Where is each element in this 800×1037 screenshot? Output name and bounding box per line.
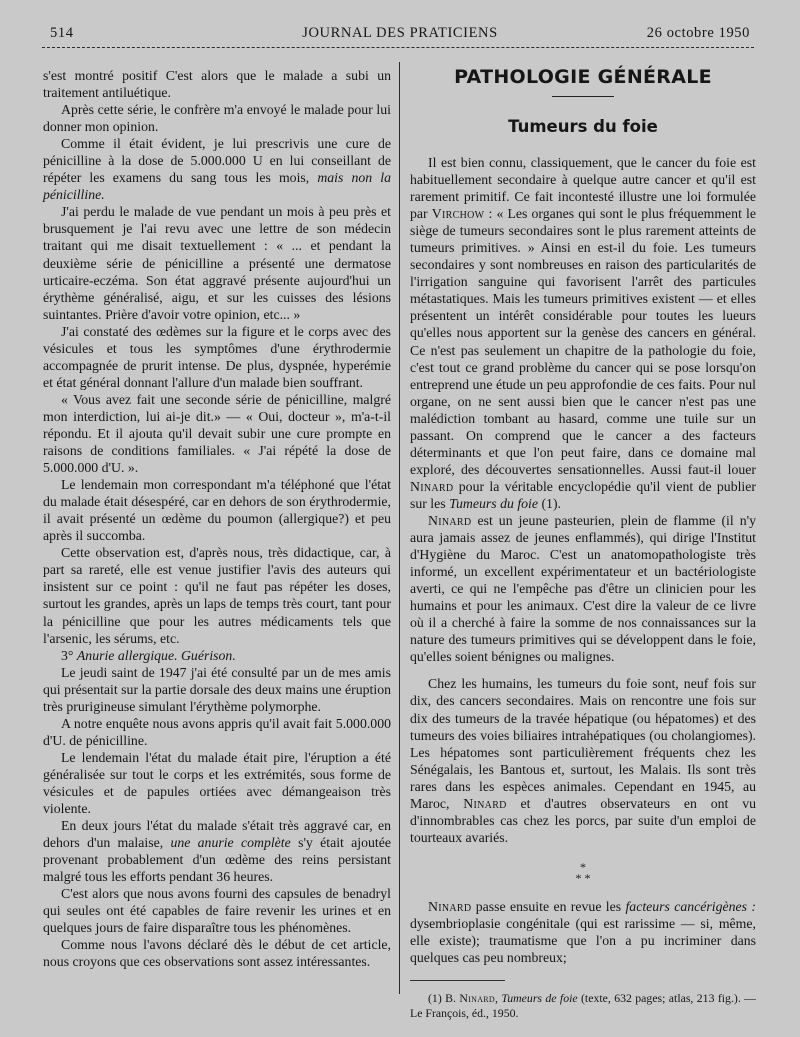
paragraph: J'ai perdu le malade de vue pendant un mois à peu près et brusquement je l'ai revu avec une lettre de son médecin traitant qui me disait textuellement : « ... et pendant la deuxième série de pénicilline a présenté une dermatose urticaire-eczéma. Son état aggravé présente aujourd'hui un érythème généralisé, aigu, et sur les cuisses des lésions suintantes. Prière d'avoir votre opinion, etc... » (43, 204, 391, 322)
column-divider (399, 62, 400, 994)
paragraph (410, 512, 756, 665)
paragraph (410, 675, 756, 845)
paragraph: J'ai constaté des œdèmes sur la figure et le corps avec des vésicules et tous les symptômes d'une érythrodermie accompagnée de prurit intense. De plus, dyspnée, hyperémie et état général donnant l'allure d'un malade bien souffrant. (43, 323, 391, 390)
text-run: : « Les organes qui sont le plus fréquemment le siège de tumeurs secondaires sont le plus rarement atteints de tumeurs primitives. » Ainsi en est-il du foie. Les tumeurs secondaires y sont nombreuses en raison des particularités de l'irrigation sanguine qui favorisent l'arrêt des particules métastatiques. Mais les tumeurs primitives existent — et elles présentent un intérêt considérable pour toutes les lueurs qu'elles nous apportent sur la genèse des cancers en général. Ce n'est pas seulement un chapitre de la pathologie du foie, c'est tout ce grand problème du cancer qui se pose lorsqu'on entreprend une étude un peu approfondie de ces faits. Pour nul organe, on ne sent aussi bien que le cancer n'est pas une malédiction tombant au hasard, comme une tuile sur un passant. On comprend que le cancer a des facteurs déterminants et que l'on peut faire, dans ce domaine mal exploré, des découvertes sensationnelles. Aussi faut-il louer (410, 206, 756, 477)
author-name: Ninard (428, 512, 472, 528)
book-title: Tumeurs de foie (501, 991, 578, 1006)
paragraph: Comme nous l'avons déclaré dès le début de cet article, nous croyons que ces observations sont assez intéressantes. (43, 937, 391, 970)
author-name: Ninard (410, 478, 454, 494)
paragraph: A notre enquête nous avons appris qu'il avait fait 5.000.000 d'U. de pénicilline. (43, 715, 391, 748)
author-name: Ninard (463, 795, 507, 811)
page-header (50, 25, 750, 47)
text-run: est un jeune pasteurien, plein de flamme (il n'y aura jamais assez de jeunes enflammés), qui dirige l'Institut d'Hygiène du Maroc. C'est un anatomopathologiste très informé, un excellent expérimentateur et un bactériologiste averti, ce qui ne l'empêche pas d'être un clinicien pour les humains et pour les animaux. C'est dire la valeur de ce livre où il a cherché à faire la somme de nos connaissances sur la nature des tumeurs primitives qui se développent dans le foie, qu'elles soient bénignes ou malignes. (410, 512, 756, 665)
page-number: 514 (50, 25, 74, 41)
asterisk-bottom: * * (575, 870, 591, 885)
emphasis-text: facteurs cancérigènes : (625, 898, 756, 914)
text-run: , (495, 991, 502, 1006)
footnote-divider (410, 980, 505, 981)
paragraph: Cette observation est, d'après nous, très didactique, car, à part sa rareté, elle est venue justifier l'avis des auteurs qui insistent sur ce point : qu'il ne faut pas répéter les doses, surtout les grandes, après un laps de temps très court, tant pour la pénicilline que pour les autres médicaments tels que l'arsenic, les sérums, etc. (43, 545, 391, 646)
paragraph (410, 154, 756, 512)
text-run: Chez les humains, les tumeurs du foie sont, neuf fois sur dix, des cancers secondaires. Mais on rencontre une fois sur dix des tumeurs de la travée hépatique (ou hépatomes) et des tumeurs des voies biliaires intrahépatiques (ou cholangiomes). Les hépatomes sont particulièrement fréquents chez les Sénégalais, les Bantous et, surtout, les Malais. Ils sont très rares dans les espèces animales. Cependant en 1945, au Maroc, (410, 676, 756, 811)
paragraph: Le jeudi saint de 1947 j'ai été consulté par un de mes amis qui présentait sur la partie dorsale des deux mains une éruption très prurigineuse simulant l'érythème polymorphe. (43, 664, 391, 714)
subsection-number: 3° (61, 647, 77, 663)
text-run: Comme il était évident, je lui prescrivis une cure de pénicilline à la dose de 5.000.000 U en lui conseillant de répéter les examens du sang tous les mois, (43, 136, 391, 186)
author-name: Ninard (428, 898, 472, 914)
text-run: et d'autres observateurs en ont vu d'innombrables cas chez les porcs, par suite d'un emploi de tourteaux avariés. (410, 795, 756, 845)
emphasis-text: une anurie complète (170, 835, 291, 851)
text-run: s'y était ajoutée provenant probablement d'un œdème des reins persistant malgré tous les efforts pendant 36 heures. (43, 835, 392, 885)
paragraph: C'est alors que nous avons fourni des capsules de benadryl qui seules ont été capables de faire revenir les urines et en quelques jours de faire disparaître tous les phénomènes. (43, 886, 391, 936)
paragraph (43, 135, 391, 203)
article-title: Tumeurs du foie (508, 117, 658, 136)
text-run: pour la véritable encyclopédie qu'il vient de publier sur les (410, 478, 756, 511)
issue-date: 26 octobre 1950 (646, 25, 750, 41)
footnote (410, 991, 756, 1020)
text-run: passe ensuite en revue les (471, 898, 626, 914)
paragraph: Le lendemain mon correspondant m'a téléphoné que l'état du malade était désespéré, car en dehors de son érythrodermie, il avait présenté un œdème du poumon (allergique?) et peu après il succomba. (43, 477, 391, 544)
text-run: dysembrioplasie congénitale (qui est rarissime — si, même, elle existe); traumatisme que l'on a pu incriminer dans quelques cas peu nombreux; (410, 915, 756, 966)
paragraph: Après cette série, le confrère m'a envoyé le malade pour lui donner mon opinion. (43, 102, 391, 135)
section-title: PATHOLOGIE GÉNÉRALE (454, 66, 712, 88)
text-run: Il est bien connu, classiquement, que le cancer du foie est habituellement secondaire à quelque autre cancer et qu'il est rarement primitif. Ce fait incontesté illustre une loi formulée par (410, 155, 756, 222)
emphasis-text: mais non la pénicilline. (43, 170, 391, 203)
asterisk-top: * (580, 859, 586, 874)
book-title: Tumeurs du foie (449, 495, 539, 511)
title-divider (552, 96, 614, 97)
paragraph: s'est montré positif C'est alors que le malade a subi un traitement antiluétique. (43, 68, 391, 101)
subsection-title: Anurie allergique. Guérison. (76, 647, 236, 663)
paragraph (43, 817, 391, 885)
journal-title: JOURNAL DES PRATICIENS (302, 25, 498, 41)
paragraph: « Vous avez fait une seconde série de pénicilline, malgré mon interdiction, lui ai-je dit.» — « Oui, docteur », m'a-t-il répondu. Et il ajouta qu'il devait subir une cure prompte en raisons de conditions familiales. « J'ai répété la dose de 5.000.000 d'U. ». (43, 391, 391, 476)
author-name: Virchow (431, 206, 485, 222)
section-separator-asterisks (410, 859, 756, 885)
text-run: En deux jours l'état du malade s'était très aggravé car, en dehors d'un malaise, (43, 818, 391, 851)
subsection-heading (43, 647, 391, 664)
paragraph: Le lendemain l'état du malade était pire, l'éruption a été généralisée sur tout le corps et les extrémités, sous forme de vésicules et de papules ortiées avec démangeaison très violente. (43, 749, 391, 817)
header-divider (42, 47, 754, 48)
paragraph (410, 898, 756, 966)
left-column (43, 67, 391, 970)
text-run: (1). (538, 495, 562, 511)
text-run: (1) B. (428, 991, 460, 1006)
right-column (410, 62, 756, 1020)
text-run: (texte, 632 pages; atlas, 213 fig.). — Le François, éd., 1950. (410, 991, 756, 1020)
author-name: Ninard (459, 991, 496, 1006)
